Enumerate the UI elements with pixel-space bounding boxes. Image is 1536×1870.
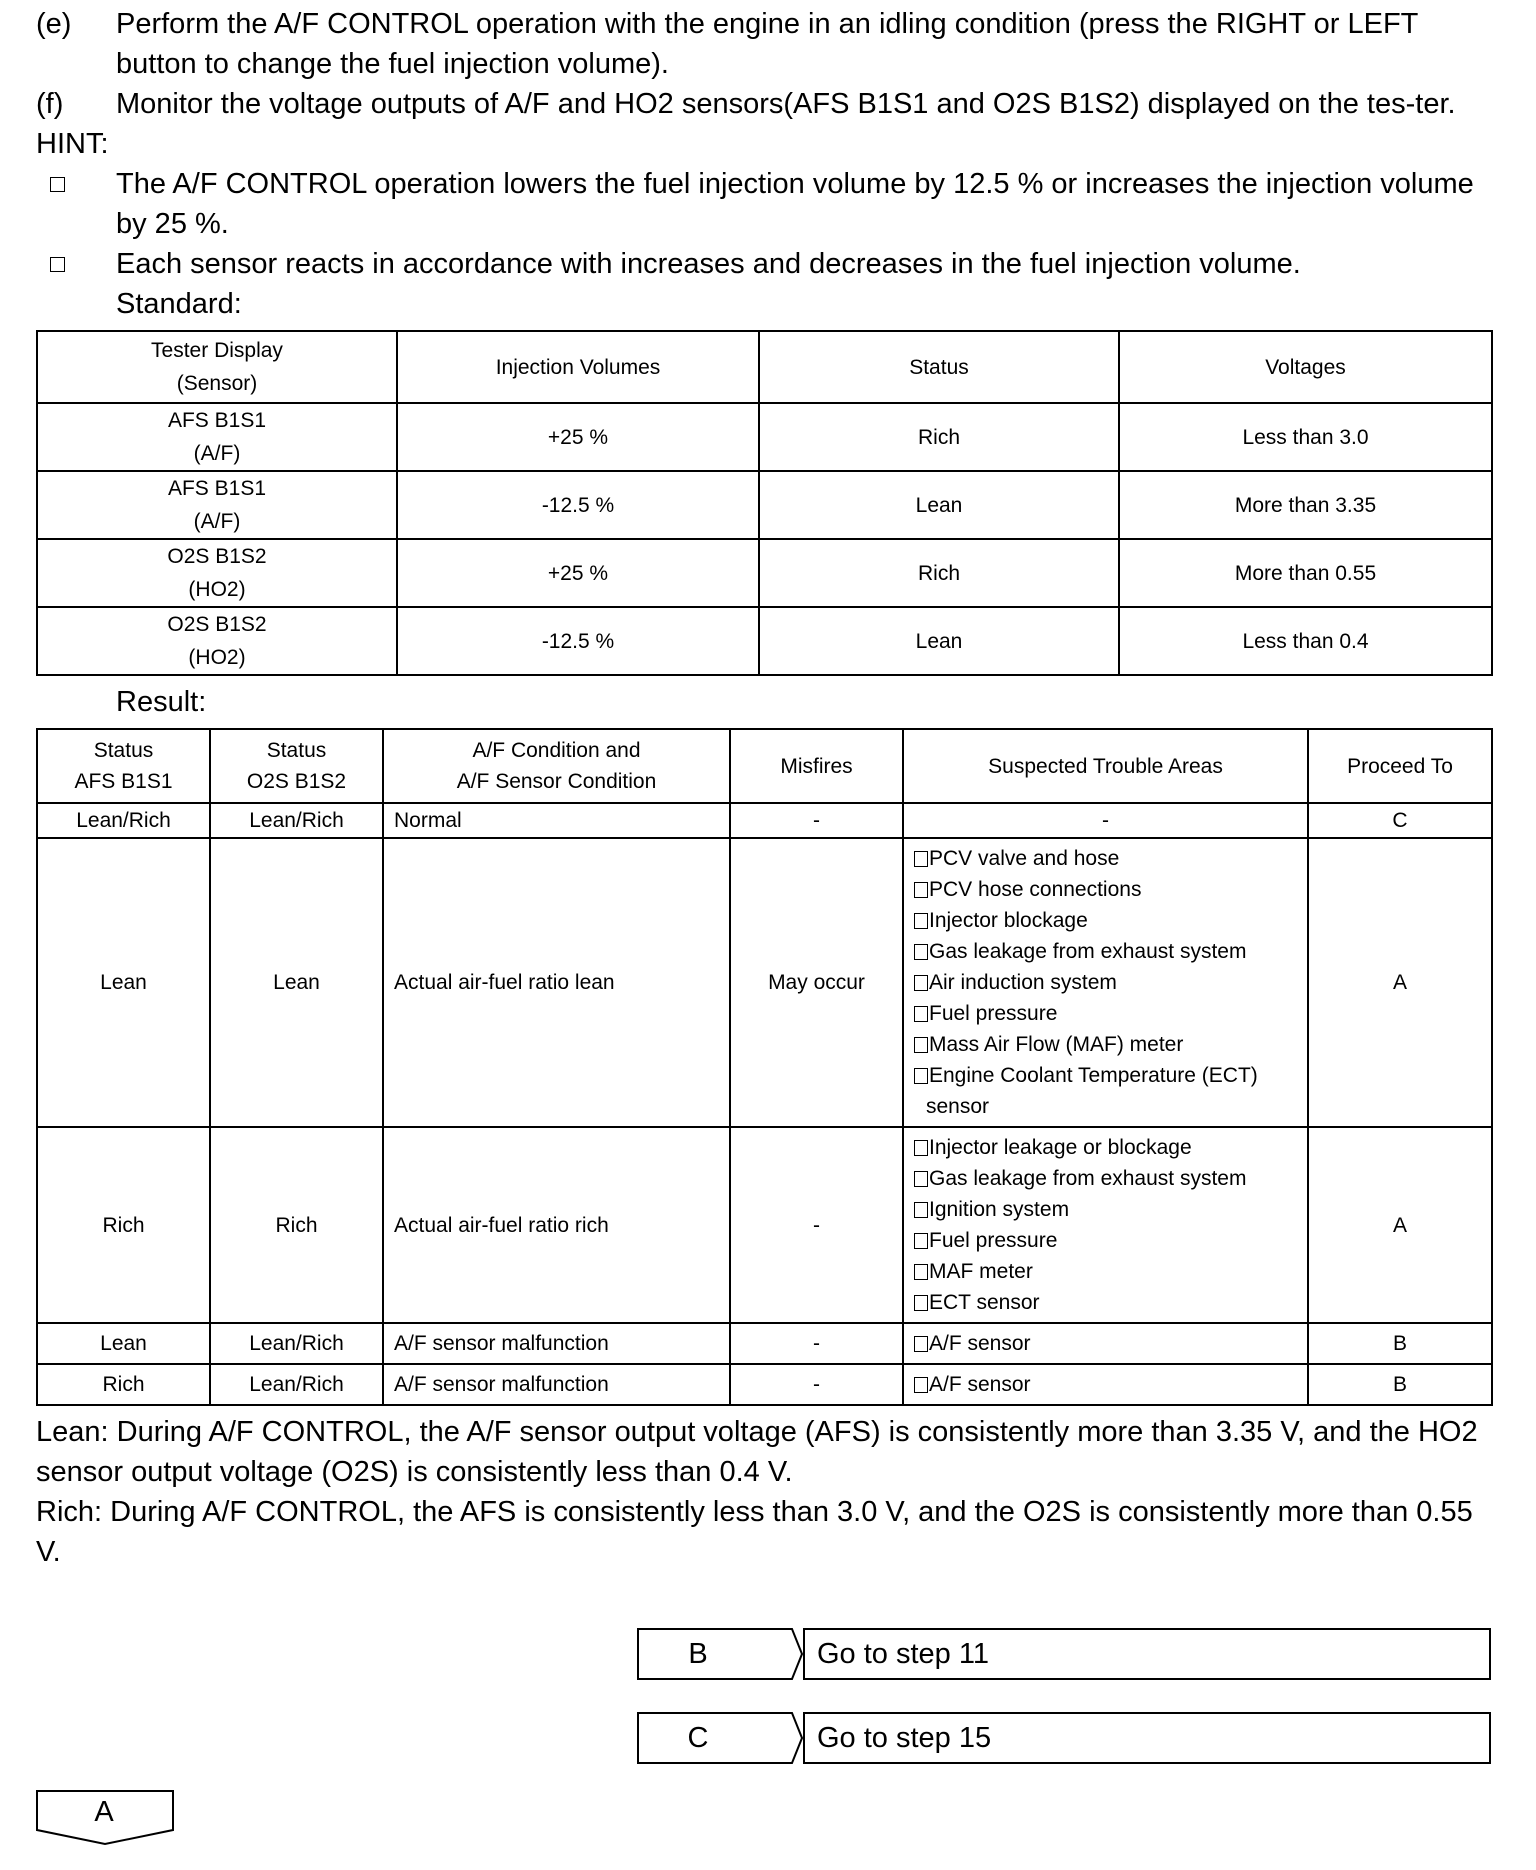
- goto-letter: B: [637, 1628, 757, 1680]
- header-text: Tester Display: [151, 339, 283, 362]
- header-text: Proceed To: [1347, 754, 1453, 778]
- checkbox-icon: [914, 913, 928, 929]
- trouble-areas-cell: [903, 838, 1308, 1127]
- trouble-areas-cell: [903, 1323, 1308, 1364]
- afs-status-cell: Lean/Rich: [37, 803, 210, 838]
- trouble-area-item: [914, 967, 1301, 998]
- sensor-type: (A/F): [193, 510, 241, 533]
- checkbox-icon: [914, 1171, 928, 1187]
- result-row: [37, 803, 1492, 838]
- step-text: Monitor the voltage outputs of A/F and HO2 sensors(AFS B1S1 and O2S B1S2) displayed on the tes-ter.: [116, 88, 1456, 120]
- step-f: [36, 84, 1491, 124]
- trouble-area-text: Engine Coolant Temperature (ECT): [929, 1064, 1258, 1087]
- standard-row: [37, 471, 1492, 539]
- misfires-cell: -: [730, 1127, 903, 1323]
- trouble-area-item: [914, 1194, 1301, 1225]
- result-header-cell: [903, 729, 1308, 803]
- condition-cell: Normal: [383, 803, 730, 838]
- checkbox-icon: [50, 177, 65, 192]
- afs-status-cell: Rich: [37, 1127, 210, 1323]
- standard-row: [37, 607, 1492, 675]
- header-text: O2S B1S2: [246, 770, 347, 793]
- trouble-area-item: [914, 905, 1301, 936]
- trouble-area-text: A/F sensor: [929, 1332, 1031, 1355]
- trouble-area-text-cont: sensor: [926, 1095, 990, 1118]
- step-e: [36, 4, 1491, 84]
- sensor-cell: [37, 607, 397, 675]
- result-row: [37, 1127, 1492, 1323]
- trouble-area-text: Fuel pressure: [929, 1002, 1058, 1025]
- header-text: Injection Volumes: [495, 355, 661, 379]
- trouble-area-text: Injector blockage: [929, 909, 1088, 932]
- header-text: Status: [266, 739, 327, 762]
- sensor-type: (HO2): [188, 646, 246, 669]
- condition-cell: Actual air-fuel ratio lean: [383, 838, 730, 1127]
- injection-cell: +25 %: [397, 539, 759, 607]
- status-cell: Lean: [759, 471, 1119, 539]
- sensor-name: AFS B1S1: [167, 477, 267, 500]
- sensor-name: O2S B1S2: [167, 613, 267, 636]
- standard-heading: Standard:: [116, 288, 242, 320]
- arrow-right-icon: [755, 1628, 803, 1680]
- hint-bullet: [36, 164, 1491, 244]
- hint-label: HINT:: [36, 128, 109, 160]
- trouble-area-item: [914, 936, 1301, 967]
- header-text: AFS B1S1: [74, 770, 173, 793]
- trouble-area-item: [914, 998, 1301, 1029]
- condition-cell: Actual air-fuel ratio rich: [383, 1127, 730, 1323]
- checkbox-icon: [914, 1233, 928, 1249]
- trouble-area-item: [914, 1132, 1301, 1163]
- voltage-cell: Less than 0.4: [1119, 607, 1492, 675]
- standard-row: [37, 403, 1492, 471]
- trouble-area-text: Gas leakage from exhaust system: [929, 1167, 1247, 1190]
- checkbox-icon: [914, 1377, 928, 1393]
- goto-step-c[interactable]: [637, 1712, 1491, 1764]
- trouble-area-text: A/F sensor: [929, 1373, 1031, 1396]
- sensor-type: (HO2): [188, 578, 246, 601]
- standard-table: [36, 330, 1493, 676]
- trouble-area-item: [914, 1328, 1301, 1359]
- result-row: [37, 1323, 1492, 1364]
- o2s-status-cell: Lean/Rich: [210, 803, 383, 838]
- standard-header-cell: [759, 331, 1119, 403]
- hint-text: The A/F CONTROL operation lowers the fuel injection volume by 12.5 % or increases the injection volume by 25 %.: [116, 168, 1474, 240]
- trouble-area-item: [914, 1060, 1301, 1122]
- step-text: Perform the A/F CONTROL operation with the engine in an idling condition (press the RIGHT or LEFT button to change the fuel injection volume).: [116, 8, 1418, 80]
- o2s-status-cell: Lean: [210, 838, 383, 1127]
- header-text: Suspected Trouble Areas: [988, 754, 1223, 778]
- result-table: [36, 728, 1493, 1406]
- status-cell: Rich: [759, 539, 1119, 607]
- misfires-cell: May occur: [730, 838, 903, 1127]
- header-text: Misfires: [780, 754, 853, 778]
- standard-header-cell: [37, 331, 397, 403]
- result-row: [37, 1364, 1492, 1405]
- injection-cell: -12.5 %: [397, 471, 759, 539]
- proceed-cell: B: [1308, 1364, 1492, 1405]
- trouble-area-text: ECT sensor: [929, 1291, 1040, 1314]
- checkbox-icon: [914, 1202, 928, 1218]
- header-text: Status: [909, 355, 969, 379]
- sensor-name: AFS B1S1: [167, 409, 267, 432]
- o2s-status-cell: Rich: [210, 1127, 383, 1323]
- sensor-type: (A/F): [193, 442, 241, 465]
- checkbox-icon: [914, 882, 928, 898]
- sensor-cell: [37, 403, 397, 471]
- afs-status-cell: Lean: [37, 838, 210, 1127]
- goto-step-b[interactable]: [637, 1628, 1491, 1680]
- checkbox-icon: [914, 1295, 928, 1311]
- manual-page: [36, 0, 1491, 1828]
- voltage-cell: More than 3.35: [1119, 471, 1492, 539]
- header-text: A/F Sensor Condition: [456, 770, 657, 793]
- header-text: (Sensor): [176, 372, 258, 395]
- goto-letter: C: [637, 1712, 757, 1764]
- result-header-cell: [383, 729, 730, 803]
- misfires-cell: -: [730, 1323, 903, 1364]
- trouble-area-text: Mass Air Flow (MAF) meter: [929, 1033, 1184, 1056]
- standard-header-cell: [397, 331, 759, 403]
- trouble-area-text: Ignition system: [929, 1198, 1070, 1221]
- trouble-area-item: [914, 1029, 1301, 1060]
- checkbox-icon: [914, 1140, 928, 1156]
- proceed-a-box[interactable]: [36, 1790, 176, 1846]
- o2s-status-cell: Lean/Rich: [210, 1323, 383, 1364]
- trouble-area-text: PCV hose connections: [929, 878, 1142, 901]
- checkbox-icon: [914, 1037, 928, 1053]
- trouble-area-item: [914, 1369, 1301, 1400]
- voltage-cell: Less than 3.0: [1119, 403, 1492, 471]
- condition-cell: A/F sensor malfunction: [383, 1364, 730, 1405]
- result-header-cell: [37, 729, 210, 803]
- step-label: (e): [36, 8, 72, 40]
- standard-header-cell: [1119, 331, 1492, 403]
- sensor-cell: [37, 471, 397, 539]
- result-heading: Result:: [116, 686, 207, 718]
- proceed-cell: A: [1308, 1127, 1492, 1323]
- hint-bullet: [36, 244, 1491, 284]
- checkbox-icon: [50, 257, 65, 272]
- sensor-cell: [37, 539, 397, 607]
- result-header-row: [37, 729, 1492, 803]
- proceed-cell: A: [1308, 838, 1492, 1127]
- trouble-area-item: [914, 1287, 1301, 1318]
- misfires-cell: -: [730, 1364, 903, 1405]
- trouble-area-item: [914, 1225, 1301, 1256]
- lean-note: Lean: During A/F CONTROL, the A/F sensor output voltage (AFS) is consistently more than 3.35 V, and the HO2 sensor output voltage (O2S) is consistently less than 0.4 V.: [36, 1416, 1478, 1488]
- goto-target: Go to step 11: [803, 1628, 1491, 1680]
- trouble-area-text: Injector leakage or blockage: [929, 1136, 1192, 1159]
- status-cell: Rich: [759, 403, 1119, 471]
- trouble-area-text: Gas leakage from exhaust system: [929, 940, 1247, 963]
- trouble-area-text: MAF meter: [929, 1260, 1033, 1283]
- checkbox-icon: [914, 975, 928, 991]
- rich-note: Rich: During A/F CONTROL, the AFS is consistently less than 3.0 V, and the O2S is consistently more than 0.55 V.: [36, 1496, 1473, 1568]
- checkbox-icon: [914, 1006, 928, 1022]
- checkbox-icon: [914, 1068, 928, 1084]
- sensor-name: O2S B1S2: [167, 545, 267, 568]
- checkbox-icon: [914, 851, 928, 867]
- condition-cell: A/F sensor malfunction: [383, 1323, 730, 1364]
- result-header-cell: [730, 729, 903, 803]
- trouble-area-item: [914, 874, 1301, 905]
- afs-status-cell: Lean: [37, 1323, 210, 1364]
- trouble-area-text: Air induction system: [929, 971, 1117, 994]
- arrow-right-icon: [755, 1712, 803, 1764]
- step-label: (f): [36, 88, 64, 120]
- header-text: Voltages: [1265, 355, 1346, 379]
- injection-cell: -12.5 %: [397, 607, 759, 675]
- trouble-area-item: [914, 1163, 1301, 1194]
- trouble-areas-cell: -: [903, 803, 1308, 838]
- trouble-area-item: [914, 1256, 1301, 1287]
- voltage-cell: More than 0.55: [1119, 539, 1492, 607]
- afs-status-cell: Rich: [37, 1364, 210, 1405]
- trouble-areas-cell: [903, 1364, 1308, 1405]
- checkbox-icon: [914, 944, 928, 960]
- trouble-areas-cell: [903, 1127, 1308, 1323]
- misfires-cell: -: [730, 803, 903, 838]
- notes: [36, 1412, 1491, 1572]
- result-header-cell: [1308, 729, 1492, 803]
- proceed-cell: B: [1308, 1323, 1492, 1364]
- trouble-area-text: PCV valve and hose: [929, 847, 1120, 870]
- checkbox-icon: [914, 1264, 928, 1280]
- status-cell: Lean: [759, 607, 1119, 675]
- standard-row: [37, 539, 1492, 607]
- trouble-area-item: [914, 843, 1301, 874]
- hint-text: Each sensor reacts in accordance with increases and decreases in the fuel injection volume.: [116, 248, 1301, 280]
- standard-header-row: [37, 331, 1492, 403]
- proceed-letter: A: [94, 1796, 114, 1828]
- result-header-cell: [210, 729, 383, 803]
- result-row: [37, 838, 1492, 1127]
- trouble-area-text: Fuel pressure: [929, 1229, 1058, 1252]
- header-text: Status: [93, 739, 154, 762]
- header-text: A/F Condition and: [472, 739, 641, 762]
- o2s-status-cell: Lean/Rich: [210, 1364, 383, 1405]
- goto-target: Go to step 15: [803, 1712, 1491, 1764]
- injection-cell: +25 %: [397, 403, 759, 471]
- checkbox-icon: [914, 1336, 928, 1352]
- proceed-cell: C: [1308, 803, 1492, 838]
